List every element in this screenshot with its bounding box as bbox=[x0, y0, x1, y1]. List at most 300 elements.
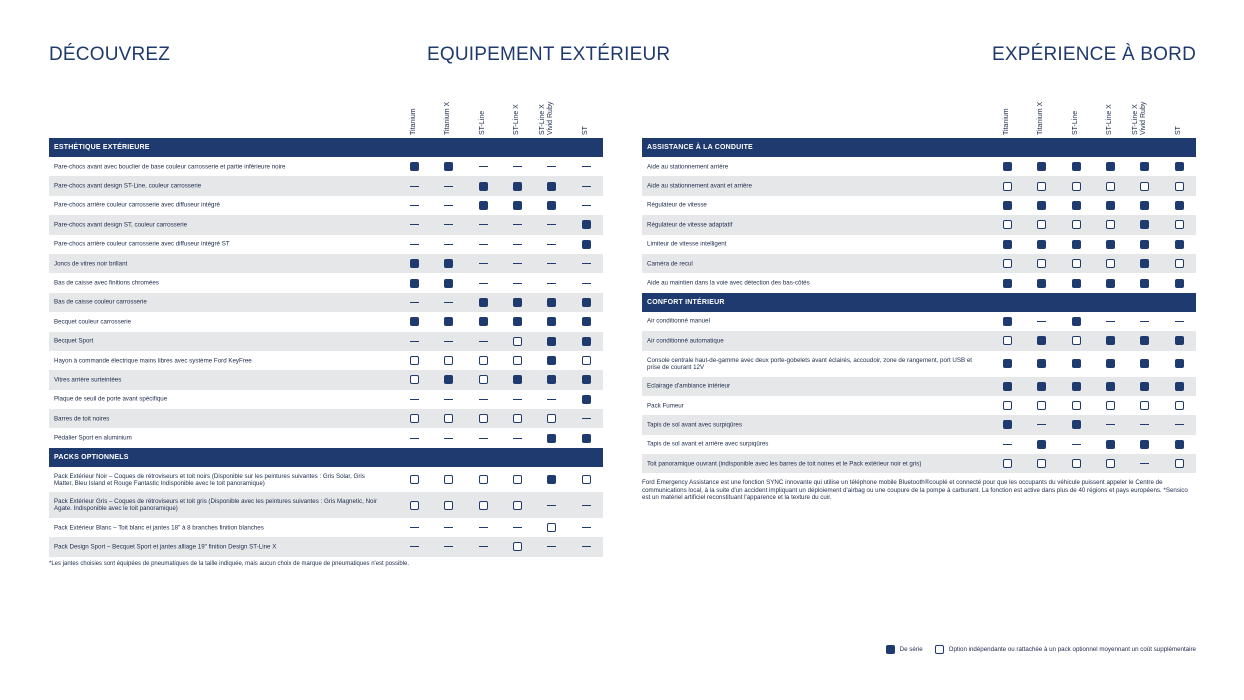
standard-icon bbox=[1174, 162, 1184, 172]
not-available-dash bbox=[512, 220, 522, 230]
not-available-dash bbox=[546, 220, 556, 230]
table-row bbox=[642, 377, 1196, 396]
table-row bbox=[642, 235, 1196, 254]
row-label: Pack Extérieur Blanc – Toit blanc et jantes 18" à 8 branches finition blanches bbox=[54, 524, 264, 532]
table-row bbox=[49, 428, 603, 447]
row-label: Pare-chocs avant avec bouclier de base couleur carrosserie et partie inférieure noire bbox=[54, 163, 286, 171]
section-header: ESTHÉTIQUE EXTÉRIEURE bbox=[49, 138, 603, 157]
standard-icon bbox=[1002, 239, 1012, 249]
standard-icon bbox=[443, 259, 453, 269]
row-label: Becquet Sport bbox=[54, 337, 94, 345]
table-row bbox=[49, 467, 603, 493]
not-available-dash bbox=[512, 433, 522, 443]
not-available-dash bbox=[1174, 420, 1184, 430]
row-label: Pack Fumeur bbox=[647, 402, 684, 410]
row-label: Tapis de sol avant et arrière avec surpiqûres bbox=[647, 440, 769, 448]
not-available-dash bbox=[478, 542, 488, 552]
standard-icon bbox=[581, 317, 591, 327]
table-row bbox=[49, 196, 603, 215]
not-available-dash bbox=[1105, 420, 1115, 430]
optional-icon bbox=[512, 475, 522, 485]
optional-icon bbox=[1002, 336, 1012, 346]
standard-icon bbox=[1036, 336, 1046, 346]
column-header: ST-Line X bbox=[513, 104, 520, 135]
not-available-dash bbox=[512, 523, 522, 533]
footnote: *Les jantes choisies sont équipées de pneumatiques de la taille indiquée, mais aucun choix de marque de pneumatiques n'est possible. bbox=[49, 560, 410, 567]
not-available-dash bbox=[409, 220, 419, 230]
standard-icon bbox=[1036, 200, 1046, 210]
table-row bbox=[642, 176, 1196, 195]
not-available-dash bbox=[443, 200, 453, 210]
not-available-dash bbox=[409, 297, 419, 307]
row-label: Barres de toit noires bbox=[54, 415, 110, 423]
not-available-dash bbox=[1105, 316, 1115, 326]
table-row bbox=[642, 331, 1196, 350]
optional-icon bbox=[1002, 459, 1012, 469]
not-available-dash bbox=[443, 220, 453, 230]
table-row bbox=[49, 332, 603, 351]
optional-icon bbox=[1105, 181, 1115, 191]
standard-icon bbox=[1174, 381, 1184, 391]
column-header: ST bbox=[1175, 126, 1182, 135]
optional-icon bbox=[1174, 259, 1184, 269]
not-available-dash bbox=[1036, 316, 1046, 326]
row-label: Pare-chocs avant design ST-Line, couleur carrosserie bbox=[54, 182, 202, 190]
row-label: Pack Extérieur Noir – Coques de rétroviseurs et toit noirs (Disponible sur les peintures suivantes : Gris Solar, Gris Matter, Bleu Island et Rouge Fantastic Indisponible avec le toit panoramique) bbox=[54, 472, 365, 487]
column-header: Titanium X bbox=[1037, 101, 1044, 135]
row-label: Pédalier Sport en aluminium bbox=[54, 434, 132, 442]
standard-icon bbox=[1139, 239, 1149, 249]
optional-icon bbox=[478, 375, 488, 385]
column-headers bbox=[642, 100, 1196, 138]
table-row bbox=[642, 396, 1196, 415]
table-row bbox=[49, 518, 603, 537]
optional-icon bbox=[546, 523, 556, 533]
table-row bbox=[642, 312, 1196, 331]
not-available-dash bbox=[546, 259, 556, 269]
standard-icon bbox=[1071, 278, 1081, 288]
standard-icon bbox=[512, 297, 522, 307]
standard-icon bbox=[1105, 162, 1115, 172]
row-label: Tapis de sol avant avec surpiqûres bbox=[647, 421, 742, 429]
row-label: Hayon à commande électrique mains libres avec système Ford KeyFree bbox=[54, 357, 252, 365]
standard-icon bbox=[546, 475, 556, 485]
table-row bbox=[642, 215, 1196, 234]
standard-icon bbox=[1036, 162, 1046, 172]
standard-icon bbox=[1139, 278, 1149, 288]
standard-icon bbox=[1071, 200, 1081, 210]
standard-icon bbox=[1002, 420, 1012, 430]
table-row bbox=[49, 390, 603, 409]
optional-legend-icon bbox=[935, 645, 944, 654]
standard-icon bbox=[1139, 381, 1149, 391]
not-available-dash bbox=[443, 297, 453, 307]
not-available-dash bbox=[546, 278, 556, 288]
not-available-dash bbox=[512, 278, 522, 288]
standard-icon bbox=[1002, 316, 1012, 326]
not-available-dash bbox=[581, 542, 591, 552]
standard-icon bbox=[546, 317, 556, 327]
optional-icon bbox=[478, 356, 488, 366]
not-available-dash bbox=[478, 278, 488, 288]
standard-icon bbox=[409, 278, 419, 288]
row-label: Régulateur de vitesse adaptatif bbox=[647, 221, 733, 229]
optional-icon bbox=[409, 475, 419, 485]
optional-icon bbox=[1071, 259, 1081, 269]
standard-icon bbox=[1071, 381, 1081, 391]
optional-icon bbox=[409, 375, 419, 385]
standard-icon bbox=[409, 317, 419, 327]
table-row bbox=[49, 492, 603, 518]
standard-icon bbox=[546, 181, 556, 191]
standard-icon bbox=[1036, 439, 1046, 449]
column-header: Titanium bbox=[1003, 108, 1010, 135]
not-available-dash bbox=[409, 181, 419, 191]
table-row bbox=[49, 537, 603, 556]
optional-icon bbox=[1036, 181, 1046, 191]
standard-icon bbox=[1139, 439, 1149, 449]
table-row bbox=[49, 351, 603, 370]
optional-icon bbox=[1071, 220, 1081, 230]
optional-icon bbox=[512, 356, 522, 366]
optional-icon bbox=[1174, 401, 1184, 411]
not-available-dash bbox=[409, 433, 419, 443]
not-available-dash bbox=[546, 239, 556, 249]
standard-icon bbox=[1105, 359, 1115, 369]
row-label: Joncs de vitres noir brillant bbox=[54, 260, 128, 268]
section-header: CONFORT INTÉRIEUR bbox=[642, 293, 1196, 312]
standard-icon bbox=[1174, 200, 1184, 210]
standard-icon bbox=[1071, 420, 1081, 430]
optional-icon bbox=[409, 500, 419, 510]
optional-icon bbox=[443, 356, 453, 366]
standard-icon bbox=[581, 336, 591, 346]
standard-icon bbox=[546, 336, 556, 346]
not-available-dash bbox=[478, 259, 488, 269]
not-available-dash bbox=[581, 523, 591, 533]
table-row bbox=[49, 235, 603, 254]
optional-icon bbox=[443, 414, 453, 424]
standard-icon bbox=[1071, 239, 1081, 249]
row-label: Bas de caisse couleur carrosserie bbox=[54, 298, 147, 306]
not-available-dash bbox=[478, 239, 488, 249]
optional-icon bbox=[1071, 181, 1081, 191]
standard-icon bbox=[1139, 259, 1149, 269]
not-available-dash bbox=[443, 542, 453, 552]
column-header: ST-Line X Vivid Ruby bbox=[539, 101, 554, 135]
standard-icon bbox=[478, 297, 488, 307]
optional-icon bbox=[1071, 401, 1081, 411]
table-row bbox=[49, 157, 603, 176]
standard-icon bbox=[512, 200, 522, 210]
not-available-dash bbox=[546, 500, 556, 510]
not-available-dash bbox=[581, 162, 591, 172]
not-available-dash bbox=[478, 220, 488, 230]
not-available-dash bbox=[478, 336, 488, 346]
table-row bbox=[49, 215, 603, 234]
not-available-dash bbox=[581, 259, 591, 269]
row-label: Console centrale haut-de-gamme avec deux porte-gobelets avant éclairés, accoudoir, zone de rangement, port USB et prise de courant 12V bbox=[647, 356, 973, 371]
row-label: Pare-chocs avant design ST, couleur carrosserie bbox=[54, 221, 188, 229]
row-label: Aide au stationnement avant et arrière bbox=[647, 182, 752, 190]
not-available-dash bbox=[443, 336, 453, 346]
not-available-dash bbox=[546, 394, 556, 404]
row-label: Toit panoramique ouvrant (indisponible avec les barres de toit noires et le Pack extérieur noir et gris) bbox=[647, 460, 922, 468]
optional-icon bbox=[478, 500, 488, 510]
standard-icon bbox=[409, 162, 419, 172]
optional-icon bbox=[512, 414, 522, 424]
not-available-dash bbox=[512, 239, 522, 249]
row-label: Aide au stationnement arrière bbox=[647, 163, 729, 171]
column-header: ST bbox=[582, 126, 589, 135]
optional-icon bbox=[1105, 459, 1115, 469]
not-available-dash bbox=[409, 394, 419, 404]
standard-icon bbox=[1105, 239, 1115, 249]
row-label: Air conditionné manuel bbox=[647, 317, 710, 325]
not-available-dash bbox=[546, 542, 556, 552]
standard-icon bbox=[1002, 200, 1012, 210]
not-available-dash bbox=[409, 200, 419, 210]
optional-icon bbox=[1002, 401, 1012, 411]
section-title-a-bord: EXPÉRIENCE À BORD bbox=[991, 44, 1196, 65]
table-row bbox=[642, 351, 1196, 377]
standard-icon bbox=[581, 394, 591, 404]
not-available-dash bbox=[581, 500, 591, 510]
optional-icon bbox=[1071, 459, 1081, 469]
standard-icon bbox=[1002, 278, 1012, 288]
optional-icon bbox=[1002, 259, 1012, 269]
section-header: ASSISTANCE À LA CONDUITE bbox=[642, 138, 1196, 157]
page-title-decouvrez: DÉCOUVREZ bbox=[49, 44, 171, 65]
optional-icon bbox=[443, 475, 453, 485]
optional-icon bbox=[581, 356, 591, 366]
not-available-dash bbox=[581, 414, 591, 424]
table-row bbox=[49, 370, 603, 389]
standard-icon bbox=[1002, 359, 1012, 369]
not-available-dash bbox=[1139, 459, 1149, 469]
optional-icon bbox=[409, 414, 419, 424]
row-label: Air conditionné automatique bbox=[647, 337, 724, 345]
row-label: Limiteur de vitesse intelligent bbox=[647, 240, 727, 248]
standard-icon bbox=[443, 278, 453, 288]
not-available-dash bbox=[409, 542, 419, 552]
not-available-dash bbox=[478, 394, 488, 404]
not-available-dash bbox=[512, 394, 522, 404]
optional-icon bbox=[1002, 220, 1012, 230]
optional-icon bbox=[1105, 401, 1115, 411]
section-title-exterieur: EQUIPEMENT EXTÉRIEUR bbox=[427, 44, 671, 65]
column-headers bbox=[49, 100, 603, 138]
standard-icon bbox=[478, 181, 488, 191]
legend bbox=[886, 644, 1196, 654]
row-label: Vitres arrière surteintées bbox=[54, 376, 122, 384]
table-row bbox=[642, 157, 1196, 176]
column-header: ST-Line bbox=[1072, 110, 1079, 135]
table-row bbox=[642, 454, 1196, 473]
not-available-dash bbox=[478, 433, 488, 443]
not-available-dash bbox=[581, 200, 591, 210]
optional-icon bbox=[1174, 459, 1184, 469]
standard-icon bbox=[1036, 239, 1046, 249]
not-available-dash bbox=[409, 523, 419, 533]
optional-icon bbox=[1174, 220, 1184, 230]
standard-icon bbox=[512, 317, 522, 327]
optional-icon bbox=[409, 356, 419, 366]
not-available-dash bbox=[443, 181, 453, 191]
not-available-dash bbox=[581, 181, 591, 191]
not-available-dash bbox=[1071, 439, 1081, 449]
standard-icon bbox=[1139, 200, 1149, 210]
not-available-dash bbox=[581, 278, 591, 288]
standard-icon bbox=[546, 356, 556, 366]
optional-icon bbox=[1036, 220, 1046, 230]
standard-icon bbox=[1105, 200, 1115, 210]
column-header: ST-Line bbox=[479, 110, 486, 135]
optional-icon bbox=[512, 336, 522, 346]
standard-icon bbox=[1071, 162, 1081, 172]
standard-icon bbox=[581, 433, 591, 443]
standard-icon bbox=[478, 317, 488, 327]
standard-icon bbox=[546, 297, 556, 307]
not-available-dash bbox=[1002, 439, 1012, 449]
not-available-dash bbox=[1174, 316, 1184, 326]
standard-icon bbox=[1139, 162, 1149, 172]
optional-icon bbox=[1105, 220, 1115, 230]
standard-icon bbox=[512, 181, 522, 191]
optional-icon bbox=[1139, 181, 1149, 191]
standard-icon bbox=[1036, 359, 1046, 369]
standard-icon bbox=[546, 375, 556, 385]
standard-icon bbox=[581, 220, 591, 230]
standard-icon bbox=[1174, 336, 1184, 346]
column-header: ST-Line X bbox=[1106, 104, 1113, 135]
optional-icon bbox=[1036, 259, 1046, 269]
not-available-dash bbox=[1139, 316, 1149, 326]
standard-icon bbox=[1002, 162, 1012, 172]
table-row bbox=[642, 196, 1196, 215]
optional-icon bbox=[443, 500, 453, 510]
table-row bbox=[49, 273, 603, 292]
standard-icon bbox=[1105, 381, 1115, 391]
not-available-dash bbox=[409, 239, 419, 249]
optional-icon bbox=[512, 500, 522, 510]
exterior-equipment-table bbox=[49, 100, 603, 568]
row-label: Aide au maintien dans la voie avec détection des bas-côtés bbox=[647, 279, 810, 287]
interior-equipment-table bbox=[642, 100, 1196, 502]
column-header: Titanium bbox=[410, 108, 417, 135]
not-available-dash bbox=[1036, 420, 1046, 430]
standard-icon bbox=[443, 317, 453, 327]
legend-standard-label: De série bbox=[899, 645, 923, 653]
standard-icon bbox=[1139, 220, 1149, 230]
row-label: Pack Extérieur Gris – Coques de rétroviseurs et toit gris (Disponible avec les peintures suivantes : Gris Magnetic, Noir Agate. Indisponible avec le toit panoramique) bbox=[54, 498, 377, 513]
row-label: Bas de caisse avec finitions chromées bbox=[54, 279, 159, 287]
optional-icon bbox=[478, 475, 488, 485]
optional-icon bbox=[1139, 401, 1149, 411]
standard-icon bbox=[1174, 359, 1184, 369]
standard-icon bbox=[512, 375, 522, 385]
optional-icon bbox=[1105, 259, 1115, 269]
row-label: Régulateur de vitesse bbox=[647, 201, 707, 209]
standard-icon bbox=[1071, 316, 1081, 326]
standard-icon bbox=[1174, 278, 1184, 288]
standard-icon bbox=[1002, 381, 1012, 391]
standard-legend-icon bbox=[886, 645, 895, 654]
not-available-dash bbox=[546, 162, 556, 172]
standard-icon bbox=[1174, 439, 1184, 449]
column-header: Titanium X bbox=[444, 101, 451, 135]
standard-icon bbox=[1174, 239, 1184, 249]
row-label: Caméra de recul bbox=[647, 260, 693, 268]
not-available-dash bbox=[443, 433, 453, 443]
standard-icon bbox=[546, 433, 556, 443]
optional-icon bbox=[1036, 459, 1046, 469]
table-row bbox=[642, 254, 1196, 273]
standard-icon bbox=[1139, 336, 1149, 346]
standard-icon bbox=[581, 375, 591, 385]
optional-icon bbox=[1036, 401, 1046, 411]
standard-icon bbox=[1105, 439, 1115, 449]
optional-icon bbox=[512, 542, 522, 552]
row-label: Eclairage d'ambiance intérieur bbox=[647, 382, 731, 390]
not-available-dash bbox=[512, 162, 522, 172]
not-available-dash bbox=[443, 239, 453, 249]
standard-icon bbox=[409, 259, 419, 269]
not-available-dash bbox=[1139, 420, 1149, 430]
table-row bbox=[49, 312, 603, 331]
section-header: PACKS OPTIONNELS bbox=[49, 448, 603, 467]
standard-icon bbox=[1036, 278, 1046, 288]
optional-icon bbox=[1071, 336, 1081, 346]
standard-icon bbox=[581, 239, 591, 249]
row-label: Pare-chocs arrière couleur carrosserie avec diffuseur intégré ST bbox=[54, 240, 230, 248]
column-header: ST-Line X Vivid Ruby bbox=[1132, 101, 1147, 135]
standard-icon bbox=[1139, 359, 1149, 369]
standard-icon bbox=[478, 200, 488, 210]
not-available-dash bbox=[443, 394, 453, 404]
not-available-dash bbox=[478, 162, 488, 172]
table-row bbox=[642, 435, 1196, 454]
standard-icon bbox=[1036, 381, 1046, 391]
table-row bbox=[49, 293, 603, 312]
not-available-dash bbox=[409, 336, 419, 346]
table-row bbox=[49, 176, 603, 195]
standard-icon bbox=[443, 162, 453, 172]
not-available-dash bbox=[443, 523, 453, 533]
optional-icon bbox=[1002, 181, 1012, 191]
optional-icon bbox=[581, 475, 591, 485]
row-label: Plaque de seuil de porte avant spécifique bbox=[54, 395, 168, 403]
not-available-dash bbox=[478, 523, 488, 533]
optional-icon bbox=[546, 414, 556, 424]
row-label: Becquet couleur carrosserie bbox=[54, 318, 132, 326]
standard-icon bbox=[1071, 359, 1081, 369]
optional-icon bbox=[478, 414, 488, 424]
not-available-dash bbox=[512, 259, 522, 269]
standard-icon bbox=[443, 375, 453, 385]
table-row bbox=[642, 415, 1196, 434]
row-label: Pack Design Sport – Becquet Sport et jantes alliage 19" finition Design ST-Line X bbox=[54, 543, 277, 551]
legend-optional-label: Option indépendante ou rattachée à un pack optionnel moyennant un coût supplémentaire bbox=[948, 645, 1196, 653]
table-row bbox=[49, 254, 603, 273]
standard-icon bbox=[546, 200, 556, 210]
row-label: Pare-chocs arrière couleur carrosserie avec diffuseur intégré bbox=[54, 201, 220, 209]
info-note: Ford Emergency Assistance est une fonction SYNC innovante qui utilise un téléphone mobile Bluetooth®couplé et connecté pour que les occupants du véhicule puissent appeler le Centre de communications local, à la suite d'un accident impliquant un déploiement d'airbag ou une coupure de la pompe à carburant. La fonction est active dans plus de 40 régions et pays européens. *Sensico est un matériel artificiel reconstituant l'apparence et la texture du cuir. bbox=[642, 479, 1188, 502]
optional-icon bbox=[1174, 181, 1184, 191]
standard-icon bbox=[1105, 278, 1115, 288]
standard-icon bbox=[1105, 336, 1115, 346]
table-row bbox=[49, 409, 603, 428]
